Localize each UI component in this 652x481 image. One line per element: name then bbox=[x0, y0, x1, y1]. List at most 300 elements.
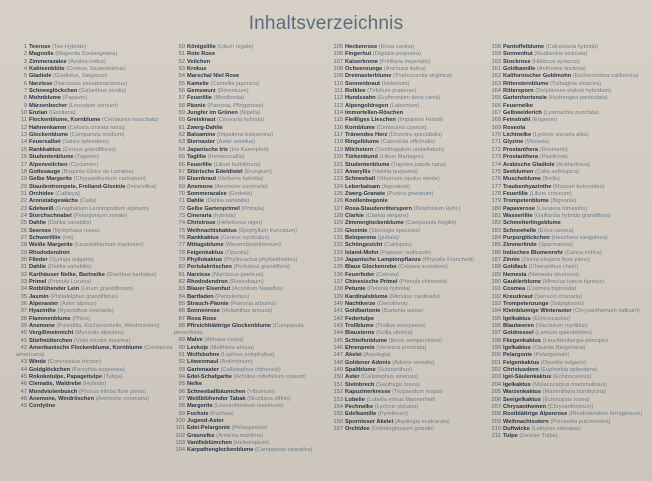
entry-number: 115 bbox=[333, 117, 343, 124]
entry-number: 43 bbox=[20, 359, 27, 366]
entry-latin-name: (Calendula officinalis) bbox=[380, 139, 436, 146]
entry-latin-name: (Iberis sempervirens) bbox=[388, 337, 443, 344]
entry-number: 45 bbox=[20, 373, 27, 380]
index-entry bbox=[16, 191, 174, 198]
entry-name: Fingerhut bbox=[345, 51, 372, 58]
entry-latin-name: (Acidanthera) bbox=[556, 161, 591, 168]
entry-latin-name: (Hyacinthus orientalis) bbox=[57, 308, 114, 315]
index-entry bbox=[332, 367, 490, 374]
entry-latin-name: (Myosotis alpestris) bbox=[74, 330, 124, 337]
entry-number: 90 bbox=[178, 344, 185, 351]
entry-latin-name: (Laburnum) bbox=[389, 102, 420, 109]
entry-name: Kamelie bbox=[187, 80, 209, 87]
entry-latin-name: (Primula chinensis) bbox=[399, 279, 448, 285]
entry-latin-name: (Paeonia, Pfingstrose) bbox=[207, 102, 264, 109]
entry-number: 111 bbox=[334, 88, 343, 95]
index-entry bbox=[490, 345, 648, 352]
entry-number: 186 bbox=[491, 249, 501, 256]
entry-name: Muscheblume bbox=[503, 176, 541, 183]
entry-name: Akelei bbox=[345, 352, 362, 359]
entry-name: Kaiserkrone bbox=[345, 58, 378, 65]
index-entry bbox=[174, 88, 332, 95]
entry-name: Goldener Adonis bbox=[345, 359, 391, 366]
entry-latin-name: (Campanula fragilis) bbox=[405, 220, 457, 227]
entry-number: 146 bbox=[333, 345, 343, 352]
index-entry bbox=[16, 220, 174, 227]
entry-number: 158 bbox=[491, 44, 501, 50]
index-entry bbox=[174, 59, 332, 66]
entry-number: 23 bbox=[20, 205, 27, 212]
entry-name: Jungfer im Grünen bbox=[187, 110, 238, 117]
index-entry bbox=[490, 286, 648, 293]
index-entry bbox=[16, 396, 174, 403]
entry-name: Clematis, Waldrebe bbox=[29, 381, 82, 388]
index-entry bbox=[16, 301, 174, 308]
entry-number: 201 bbox=[491, 359, 501, 366]
entry-number: 15 bbox=[20, 146, 27, 153]
entry-name: Lichtnelke bbox=[503, 132, 532, 139]
entry-name: Sternaster bbox=[187, 139, 216, 146]
entry-latin-name: (Sinningia speciosa) bbox=[369, 227, 421, 234]
index-entry bbox=[332, 81, 490, 88]
entry-name: Levkoje bbox=[187, 344, 209, 351]
entry-number: 211 bbox=[491, 433, 501, 440]
entry-number: 56 bbox=[178, 88, 185, 95]
entry-latin-name: (Aconitum Napellus) bbox=[231, 286, 284, 293]
index-entry bbox=[332, 117, 490, 124]
entry-latin-name: (Wistaria) bbox=[524, 139, 550, 146]
entry-number: 19 bbox=[20, 176, 27, 183]
entry-latin-name: (Bignonia) bbox=[550, 198, 577, 205]
entry-latin-name: (Lamium galeobdolon) bbox=[535, 330, 592, 337]
entry-latin-name: (Primula Lucana) bbox=[47, 279, 92, 285]
index-entry bbox=[174, 110, 332, 117]
entry-name: Dahlie bbox=[29, 220, 47, 227]
entry-name: Alpenaster bbox=[29, 301, 59, 308]
entry-number: 40 bbox=[20, 330, 27, 337]
entry-latin-name: (Erigeron) bbox=[531, 117, 558, 124]
entry-latin-name: (Heliotropium) bbox=[233, 439, 270, 446]
entry-name: Rokokotulpe, Papageitulpe bbox=[29, 373, 102, 380]
entry-number: 94 bbox=[178, 373, 185, 380]
entry-name: Feinstrahl bbox=[503, 117, 531, 124]
index-entry bbox=[174, 403, 332, 410]
entry-name: Stockrose bbox=[503, 58, 531, 65]
entry-name: Duftwicke bbox=[503, 425, 530, 432]
entry-latin-name: (Punica granatum) bbox=[386, 190, 434, 197]
index-entry bbox=[174, 44, 332, 51]
entry-number: 180 bbox=[491, 205, 501, 212]
entry-name: Phyllokaktus bbox=[187, 256, 223, 263]
entry-number: 127 bbox=[333, 205, 343, 212]
index-entry bbox=[174, 352, 332, 359]
entry-name: Weiße Margerite bbox=[29, 242, 73, 249]
entry-name: Gottesauge bbox=[29, 168, 61, 175]
entry-latin-name: (Lilium bulbiferum) bbox=[213, 161, 261, 168]
entry-latin-name: (Centaurea moschata) bbox=[102, 117, 159, 124]
entry-name: Goldlack bbox=[503, 264, 528, 271]
index-entry bbox=[16, 95, 174, 102]
index-entry bbox=[490, 169, 648, 176]
index-entry bbox=[490, 198, 648, 205]
index-entry bbox=[490, 382, 648, 389]
entry-number: 53 bbox=[178, 66, 185, 73]
entry-number: 119 bbox=[333, 146, 343, 153]
entry-name: Märzenbecher bbox=[29, 102, 68, 109]
index-entry bbox=[490, 316, 648, 323]
entry-number: 121 bbox=[333, 161, 343, 168]
index-entry bbox=[16, 272, 174, 279]
entry-number: 106 bbox=[333, 51, 343, 58]
entry-latin-name: (Leucanthemum maximum) bbox=[214, 403, 284, 410]
entry-name: Tulpe bbox=[503, 433, 518, 440]
entry-latin-name: (Dianthus barbatus) bbox=[106, 271, 157, 278]
index-entry bbox=[16, 257, 174, 264]
index-column-2 bbox=[174, 44, 332, 455]
entry-name: Edel-Pelargonie bbox=[187, 425, 230, 432]
entry-latin-name: (Trifolium pratense) bbox=[367, 88, 417, 95]
entry-name: Primel bbox=[29, 279, 47, 285]
index-entry bbox=[332, 103, 490, 110]
entry-latin-name: (Aster alpinus) bbox=[60, 301, 97, 308]
index-entry bbox=[174, 198, 332, 205]
entry-name: Prostanthera bbox=[503, 146, 539, 153]
entry-name: Veilchen bbox=[187, 58, 211, 65]
entry-latin-name: (Cineraria hybrida) bbox=[217, 117, 265, 124]
entry-latin-name: (Phyllocactus phyllanthoides) bbox=[223, 256, 298, 263]
entry-latin-name: (Lobelia erinus Mannerheil) bbox=[366, 396, 436, 403]
entry-name: Ehrenpreis bbox=[345, 345, 375, 352]
entry-number: 77 bbox=[178, 242, 185, 249]
entry-name: Kalifornischer Goldmohn bbox=[503, 73, 572, 80]
entry-name: Gauklerblume bbox=[503, 279, 541, 285]
entry-number: 99 bbox=[178, 410, 185, 417]
entry-number: 134 bbox=[333, 256, 343, 263]
entry-name: Schneeballbäumchen bbox=[187, 388, 246, 395]
index-entry bbox=[174, 323, 332, 337]
entry-name: Steinbrech bbox=[345, 381, 375, 388]
entry-number: 70 bbox=[178, 190, 185, 197]
entry-name: Kleinblumige Winteraster bbox=[503, 308, 572, 315]
entry-number: 66 bbox=[178, 161, 185, 168]
entry-number: 31 bbox=[20, 264, 27, 271]
entry-name: Goldkamille bbox=[503, 66, 536, 73]
entry-latin-name: (Nigella) bbox=[239, 110, 261, 117]
entry-name: Immortellen-Röschen bbox=[345, 110, 404, 117]
index-entry bbox=[16, 125, 174, 132]
entry-name: Igelkaktus bbox=[503, 315, 531, 322]
entry-number: 5 bbox=[23, 73, 27, 80]
entry-name: Storchschnabel bbox=[29, 212, 72, 219]
index-entry bbox=[490, 323, 648, 330]
entry-number: 195 bbox=[491, 315, 501, 322]
index-entry bbox=[332, 242, 490, 249]
entry-number: 167 bbox=[491, 110, 501, 117]
index-entry bbox=[16, 184, 174, 191]
entry-name: Flockenblume, Kornblume bbox=[29, 117, 101, 124]
entry-name: Rankkaktus bbox=[187, 234, 219, 241]
entry-number: 168 bbox=[491, 117, 501, 124]
entry-latin-name: (Forsythia suspensa) bbox=[71, 366, 125, 373]
entry-name: Wolfsbohne bbox=[187, 351, 220, 358]
entry-latin-name: (Adonis vernalis) bbox=[392, 359, 435, 366]
index-entry bbox=[174, 345, 332, 352]
index-entry bbox=[174, 433, 332, 440]
entry-latin-name: (Verbena hybrida) bbox=[217, 176, 263, 183]
index-entry bbox=[490, 374, 648, 381]
index-entry bbox=[16, 44, 174, 51]
index-entry bbox=[174, 396, 332, 403]
entry-number: 191 bbox=[491, 286, 501, 293]
index-entry bbox=[332, 184, 490, 191]
entry-number: 60 bbox=[178, 117, 185, 124]
entry-number: 131 bbox=[333, 234, 343, 241]
index-column-1 bbox=[16, 44, 174, 411]
index-entry bbox=[174, 228, 332, 235]
entry-name: Zimmerlinde bbox=[503, 242, 537, 249]
entry-name: Seeblumen bbox=[503, 168, 534, 175]
entry-latin-name: (Lilium croceum) bbox=[529, 190, 572, 197]
entry-name: Arabische Gladiole bbox=[503, 161, 555, 168]
entry-number: 49 bbox=[20, 403, 27, 410]
entry-number: 6 bbox=[23, 80, 27, 87]
entry-number: 89 bbox=[178, 337, 185, 344]
index-entry bbox=[16, 169, 174, 176]
entry-latin-name: (Lysimachia punctata) bbox=[543, 110, 599, 117]
entry-latin-name: (Cattleya) bbox=[55, 190, 80, 197]
index-entry bbox=[490, 162, 648, 169]
entry-name: Teerose bbox=[29, 44, 51, 50]
index-entry bbox=[332, 139, 490, 146]
index-entry bbox=[174, 286, 332, 293]
entry-name: Grasnelke bbox=[187, 432, 215, 439]
entry-number: 176 bbox=[491, 176, 501, 183]
entry-latin-name: (Opuntia) bbox=[224, 249, 249, 256]
entry-number: 174 bbox=[491, 161, 501, 168]
entry-name: Malve bbox=[187, 337, 203, 344]
entry-number: 65 bbox=[178, 154, 185, 161]
entry-latin-name: (Calceolaria hybrida) bbox=[545, 44, 599, 50]
entry-name: Zwerg-Granate bbox=[345, 190, 386, 197]
index-entry bbox=[174, 51, 332, 58]
index-entry bbox=[174, 440, 332, 447]
entry-number: 69 bbox=[178, 183, 185, 190]
entry-latin-name: (Nymphaea rosea) bbox=[52, 227, 100, 234]
entry-number: 91 bbox=[178, 351, 185, 358]
entry-name: Nachtkerze bbox=[345, 301, 376, 308]
entry-number: 163 bbox=[491, 80, 501, 87]
index-entry bbox=[332, 426, 490, 433]
entry-number: 17 bbox=[20, 161, 27, 168]
entry-name: Aster bbox=[345, 374, 360, 381]
entry-number: 98 bbox=[178, 403, 185, 410]
index-entry bbox=[174, 162, 332, 169]
entry-name: Purpurglöckchen bbox=[503, 234, 550, 241]
index-entry bbox=[332, 374, 490, 381]
index-entry bbox=[174, 381, 332, 388]
entry-latin-name: (Cereus, Saulenkaktus) bbox=[66, 66, 126, 73]
entry-latin-name: (Aquilegia ecalcarata) bbox=[394, 418, 450, 425]
entry-number: 25 bbox=[20, 220, 27, 227]
entry-number: 34 bbox=[20, 286, 27, 293]
entry-name: Alpengoldregen bbox=[345, 102, 389, 109]
entry-name: Vergißmeinnicht bbox=[29, 330, 74, 337]
entry-number: 188 bbox=[491, 264, 501, 271]
index-entry bbox=[332, 397, 490, 404]
entry-latin-name: (Anchusa italica) bbox=[383, 66, 426, 73]
entry-name: Japanische Lampionpflanze bbox=[345, 256, 421, 263]
entry-latin-name: (Bartonia aurea) bbox=[381, 308, 424, 315]
entry-number: 139 bbox=[333, 293, 343, 300]
entry-number: 159 bbox=[491, 51, 501, 58]
index-entry bbox=[490, 88, 648, 95]
entry-name: Goldbartonie bbox=[345, 308, 381, 315]
index-entry bbox=[174, 169, 332, 176]
entry-number: 39 bbox=[20, 323, 27, 330]
index-entry bbox=[174, 206, 332, 213]
entry-name: Clarkie bbox=[345, 212, 364, 219]
entry-latin-name: (Mesembrianthemum) bbox=[225, 242, 281, 249]
index-entry bbox=[490, 411, 648, 418]
entry-name: Päonie bbox=[187, 102, 206, 109]
index-entry bbox=[16, 51, 174, 58]
entry-latin-name: (Anemone coronaria) bbox=[95, 395, 150, 402]
entry-number: 149 bbox=[333, 367, 343, 374]
entry-latin-name: (Pelargonium) bbox=[533, 352, 570, 359]
entry-latin-name: (Callistephus chinensis) bbox=[220, 366, 281, 373]
index-entry bbox=[174, 125, 332, 132]
index-entry bbox=[174, 73, 332, 80]
entry-number: 179 bbox=[491, 198, 501, 205]
entry-number: 30 bbox=[20, 256, 27, 263]
entry-latin-name: (Centaurea cyanus) bbox=[376, 124, 427, 131]
entry-number: 192 bbox=[491, 293, 501, 300]
entry-number: 133 bbox=[333, 249, 343, 256]
index-entry bbox=[490, 397, 648, 404]
index-entry bbox=[490, 139, 648, 146]
entry-latin-name: (Leuchtenbergia principis) bbox=[542, 337, 608, 344]
entry-latin-name: (Rudbeckia laciniata) bbox=[534, 51, 588, 58]
entry-name: Mondviolenbusch bbox=[29, 388, 78, 395]
index-entry bbox=[490, 184, 648, 191]
entry-name: Feuernelke bbox=[503, 102, 534, 109]
entry-name: Portulakröschen bbox=[187, 264, 232, 271]
entry-name: Anemone bbox=[29, 323, 55, 330]
entry-name: Sonnenrose bbox=[187, 308, 220, 315]
entry-name: Cordyline bbox=[29, 403, 56, 410]
entry-latin-name: (Achillea millefolium roseum) bbox=[233, 373, 307, 380]
index-entry bbox=[16, 103, 174, 110]
entry-name: Karpathenglockenblume bbox=[187, 447, 254, 454]
entry-number: 21 bbox=[20, 190, 27, 197]
index-entry bbox=[332, 44, 490, 51]
index-entry bbox=[16, 381, 174, 388]
index-entry bbox=[490, 235, 648, 242]
index-entry bbox=[16, 73, 174, 80]
entry-number: 38 bbox=[20, 315, 27, 322]
entry-latin-name: (Viburnum) bbox=[247, 388, 276, 395]
entry-number: 97 bbox=[178, 395, 185, 402]
entry-number: 187 bbox=[491, 256, 501, 263]
index-entry bbox=[332, 88, 490, 95]
index-entry bbox=[332, 125, 490, 132]
entry-name: Ringelblume bbox=[345, 139, 380, 146]
entry-name: Hyazinthe bbox=[29, 308, 56, 315]
index-entry bbox=[174, 176, 332, 183]
entry-latin-name: (Rosenbaum) bbox=[229, 279, 264, 285]
entry-latin-name: (Tagetes patula nana) bbox=[391, 161, 447, 168]
entry-name: Anemone bbox=[187, 183, 213, 190]
entry-latin-name: (Dicentra spectabilis) bbox=[388, 132, 443, 139]
entry-name: Schneehelle bbox=[503, 227, 537, 234]
entry-number: 196 bbox=[491, 323, 501, 330]
index-entry bbox=[174, 154, 332, 161]
entry-latin-name: (Clarkia elegans) bbox=[365, 212, 409, 219]
index-entry bbox=[490, 95, 648, 102]
entry-name: Schneeglöckchen bbox=[29, 88, 78, 95]
entry-name: Prostanthera bbox=[503, 154, 539, 161]
entry-number: 173 bbox=[491, 154, 501, 161]
entry-latin-name: (Pulsatilla, Küchenschelle, Windröschen) bbox=[56, 323, 160, 330]
entry-name: Ochsenzunge bbox=[345, 66, 383, 73]
entry-name: Gartenaster bbox=[187, 366, 219, 373]
index-entry bbox=[174, 411, 332, 418]
entry-number: 36 bbox=[20, 301, 27, 308]
index-entry bbox=[174, 447, 332, 454]
entry-latin-name: (Calliopsis) bbox=[383, 242, 413, 249]
entry-number: 37 bbox=[20, 308, 27, 315]
entry-name: Studentenblume bbox=[345, 161, 390, 168]
entry-latin-name: (Celosia cristata nana) bbox=[67, 124, 125, 131]
index-entry bbox=[490, 301, 648, 308]
entry-latin-name: (Salvia splendens) bbox=[62, 139, 110, 146]
index-entry bbox=[332, 206, 490, 213]
entry-number: 181 bbox=[491, 212, 501, 219]
entry-latin-name: (Lupinus polyphyllus) bbox=[221, 351, 275, 358]
entry-number: 18 bbox=[20, 168, 27, 175]
entry-latin-name: (Dahlia variabilis) bbox=[47, 220, 92, 227]
entry-number: 104 bbox=[175, 447, 185, 454]
index-entry bbox=[490, 59, 648, 66]
entry-latin-name: (Aster amellus) bbox=[216, 139, 255, 146]
index-entry bbox=[490, 51, 648, 58]
index-entry bbox=[16, 308, 174, 315]
index-entry bbox=[332, 213, 490, 220]
entry-number: 62 bbox=[178, 132, 185, 139]
entry-name: Staudentrompete, Freiland-Gloxinie bbox=[29, 183, 126, 190]
entry-number: 28 bbox=[20, 242, 27, 249]
entry-name: Sonnenbraut bbox=[345, 80, 381, 87]
entry-number: 193 bbox=[491, 301, 501, 308]
entry-latin-name: (Fuchsia) bbox=[210, 410, 234, 417]
entry-name: Gelbe Gartenprimel bbox=[187, 205, 240, 212]
entry-latin-name: (Pentstemon) bbox=[215, 293, 250, 300]
entry-latin-name: (Armeria maritima) bbox=[216, 432, 264, 439]
entry-name: Schneeball bbox=[345, 176, 376, 183]
entry-name: Feigenkaktus bbox=[187, 249, 224, 256]
entry-name: Pantoffelblume bbox=[503, 44, 545, 50]
index-entry bbox=[332, 257, 490, 264]
index-entry bbox=[490, 103, 648, 110]
entry-number: 32 bbox=[20, 271, 27, 278]
entry-latin-name: (Pelargonium zonale) bbox=[73, 212, 128, 219]
entry-name: Milchstern bbox=[345, 146, 374, 153]
index-entry bbox=[332, 294, 490, 301]
entry-name: Marschal Niel Rose bbox=[187, 73, 240, 80]
entry-latin-name: (Incarvillea) bbox=[126, 183, 157, 190]
index-entry bbox=[332, 404, 490, 411]
index-entry bbox=[490, 110, 648, 117]
